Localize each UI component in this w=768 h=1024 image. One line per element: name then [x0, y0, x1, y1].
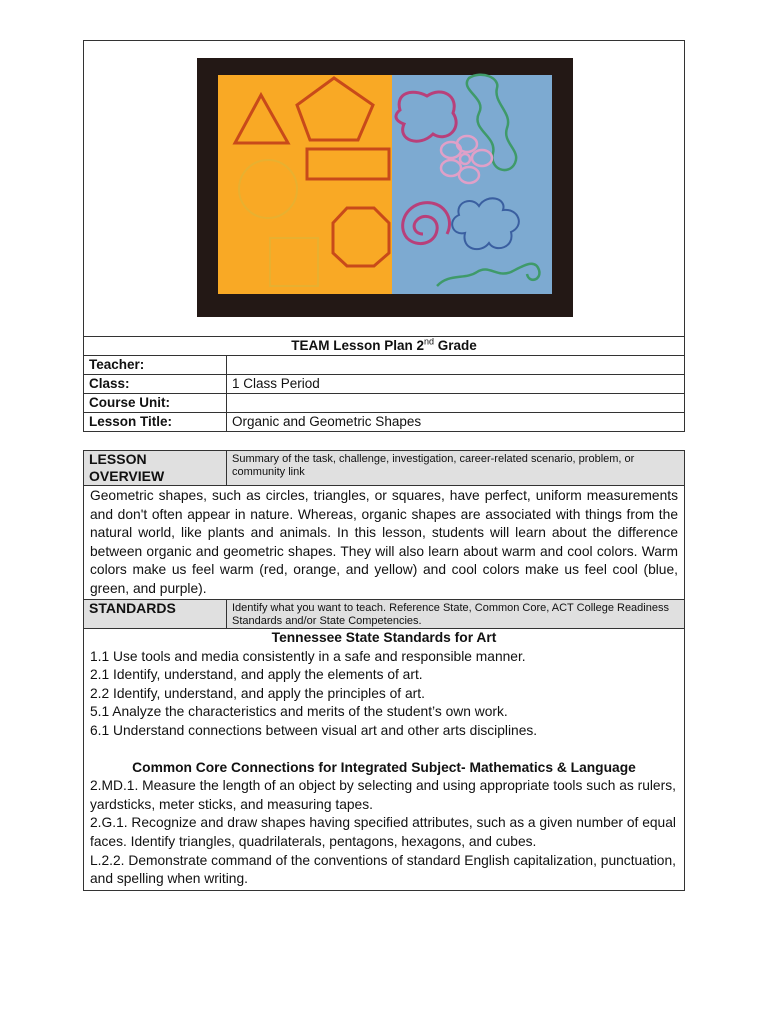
title-superscript: nd: [423, 336, 434, 347]
info-label: Teacher:: [84, 356, 227, 375]
standards-body-row: [84, 629, 685, 891]
info-label: Course Unit:: [84, 394, 227, 413]
info-row-course-unit: [84, 394, 684, 413]
lesson-content-section: [83, 450, 685, 891]
info-value: [227, 356, 685, 375]
standards-header-row: [84, 600, 685, 629]
info-label: Class:: [84, 375, 227, 394]
art-standard-item: 1.1 Use tools and media consistently in a safe and responsible manner.: [90, 648, 526, 664]
info-value: [227, 394, 685, 413]
lesson-plan-title-row: [84, 337, 684, 356]
title-grade-text: Grade: [434, 338, 477, 353]
overview-body-row: [84, 486, 685, 600]
info-value: 1 Class Period: [227, 375, 685, 394]
photo-cell: [84, 41, 684, 337]
art-standard-item: 2.2 Identify, understand, and apply the principles of art.: [90, 685, 425, 701]
overview-body: Geometric shapes, such as circles, triangles, or squares, have perfect, uniform measurements and don't often appear in nature. Whereas, organic shapes are associated with things from the natural world, like plants and animals. In this lesson, students will learn about the difference between organic and geometric shapes. They will also learn about warm and cool colors. Warm colors make us feel warm (red, orange, and yellow) and cool colors make us feel cool (blue, green, and purple).: [84, 486, 685, 600]
lesson-plan-title: [84, 337, 684, 356]
info-row-lesson-title: [84, 413, 684, 432]
overview-hint: Summary of the task, challenge, investigation, career-related scenario, problem, or community link: [227, 451, 685, 486]
art-standard-item: 6.1 Understand connections between visual art and other arts disciplines.: [90, 722, 538, 738]
overview-header-row: [84, 451, 685, 486]
shapes-artwork-image: [197, 58, 573, 317]
info-row-class: [84, 375, 684, 394]
lesson-header-frame: [83, 40, 685, 432]
standards-label: STANDARDS: [84, 600, 227, 629]
title-text: TEAM Lesson Plan 2: [291, 338, 424, 353]
standards-hint: Identify what you want to teach. Reference State, Common Core, ACT College Readiness Standards and/or State Competencies.: [227, 600, 685, 629]
info-label: Lesson Title:: [84, 413, 227, 432]
lesson-content-table: [83, 450, 685, 891]
standards-body: [84, 629, 685, 891]
common-core-heading: Common Core Connections for Integrated Subject- Mathematics & Language: [132, 759, 636, 775]
overview-label: LESSON OVERVIEW: [84, 451, 227, 486]
section-spacer: [90, 741, 678, 759]
common-core-item: L.2.2. Demonstrate command of the conventions of standard English capitalization, punctuation, and spelling when writing.: [90, 852, 676, 887]
common-core-item: 2.G.1. Recognize and draw shapes having specified attributes, such as a given number of equal faces. Identify triangles, quadrilaterals, pentagons, hexagons, and cubes.: [90, 815, 676, 849]
art-standard-item: 2.1 Identify, understand, and apply the elements of art.: [90, 667, 423, 683]
lesson-info-table: [84, 337, 684, 431]
art-standard-item: 5.1 Analyze the characteristics and merits of the student’s own work.: [90, 704, 508, 720]
art-standards-heading: Tennessee State Standards for Art: [271, 630, 497, 645]
common-core-item: 2.MD.1. Measure the length of an object by selecting and using appropriate tools such as rulers, yardsticks, meter sticks, and measuring tapes.: [90, 778, 676, 812]
info-value: Organic and Geometric Shapes: [227, 413, 685, 432]
info-row-teacher: [84, 356, 684, 375]
